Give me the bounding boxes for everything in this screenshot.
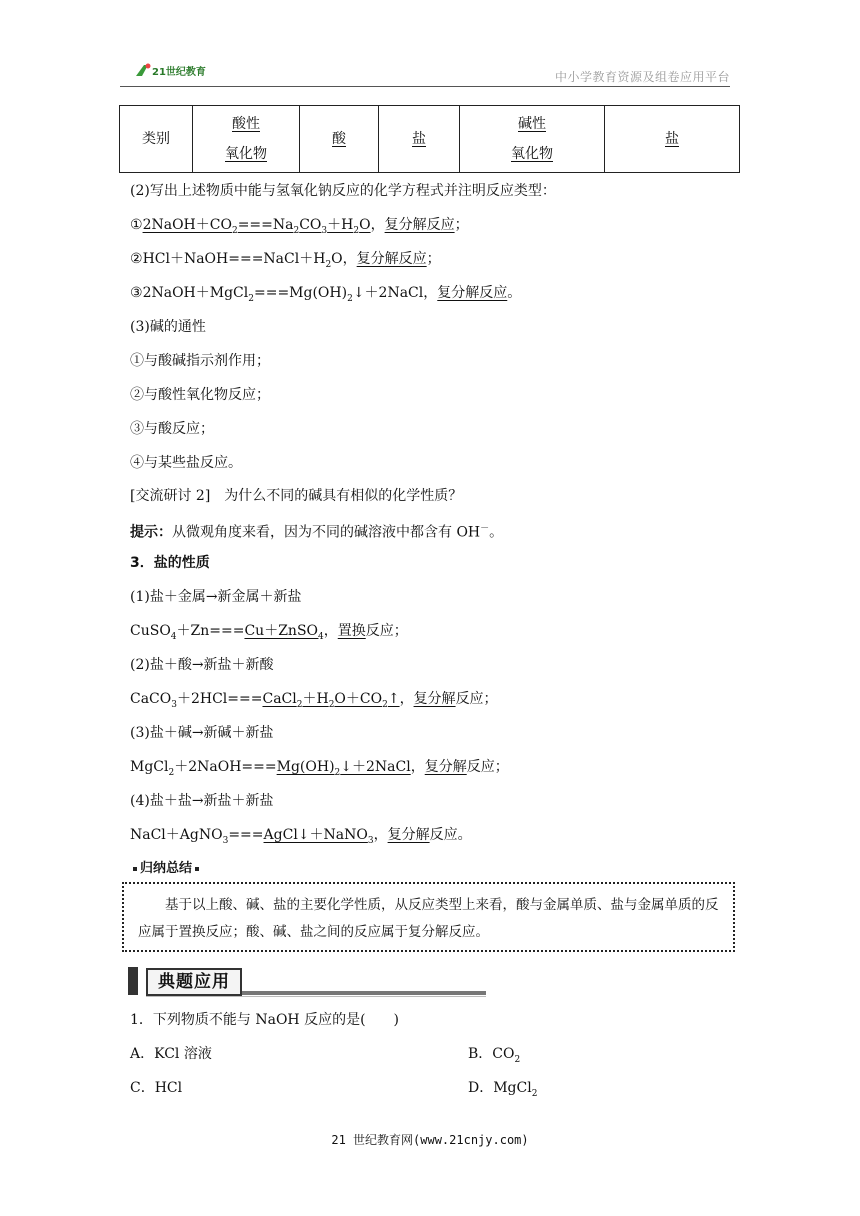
summary-text: 基于以上酸、碱、盐的主要化学性质，从反应类型上来看，酸与金属单质、盐与金属单质的反应属于置换反应；酸、碱、盐之间的反应属于复分解反应。 [138,897,719,940]
salt-rule-3: (3)盐＋碱→新碱＋新盐 [130,725,274,741]
table-cell: 盐 [605,106,740,173]
salt-rule-2: (2)盐＋酸→新盐＋新酸 [130,657,274,673]
option-d: D．MgCl$_2$ [468,1080,538,1099]
table-cell: 盐 [379,106,460,173]
svg-text:21世纪教育: 21世纪教育 [152,67,206,78]
discussion-hint: 提示：从微观角度来看，因为不同的碱溶液中都含有 OH－。 [130,524,504,541]
summary-box [122,882,735,952]
salt-rule-1: (1)盐＋金属→新金属＋新盐 [130,589,302,605]
table-label: 类别 [120,106,193,173]
salt-equation-1: CuSO$_4$＋Zn===Cu＋ZnSO$_4$，置换反应； [130,623,408,642]
option-c: C．HCl [130,1080,183,1096]
salt-equation-2: $CaCO_3+2HCl===CaCl_2+H_2O+CO_2↑$，复分解反应； [130,691,498,710]
table-cell: 酸 [300,106,379,173]
list-item: ②与酸性氧化物反应； [130,387,270,403]
salt-rule-4: (4)盐＋盐→新盐＋新盐 [130,793,274,809]
table-cell: 碱性 氧化物 [460,106,605,173]
option-b: B．$CO_2$ [468,1046,521,1065]
equation-2: $②HCl+NaOH===NaCl+H_2O$，复分解反应； [130,251,441,270]
list-item: ①与酸碱指示剂作用； [130,353,270,369]
page-header [120,60,730,87]
salt-section-title: 3．盐的性质 [130,555,210,571]
list-item: ③与酸反应； [130,421,214,437]
option-a: A．KCl 溶液 [130,1046,212,1062]
salt-equation-3: $MgCl_2+2NaOH===Mg(OH)_2↓+2NaCl$，复分解反应； [130,759,509,778]
discussion-question: [交流研讨 2] 为什么不同的碱具有相似的化学性质？ [130,488,463,504]
table-cell: 酸性 氧化物 [193,106,300,173]
page-footer: 21 世纪教育网(www.21cnjy.com) [331,1133,529,1147]
summary-heading: 归纳总结 [130,857,202,876]
classification-table [119,105,740,173]
salt-equation-4: NaCl＋AgNO$_3$===AgCl↓＋NaNO$_3$，复分解反应。 [130,827,472,846]
site-logo [134,62,206,80]
question-stem: 1．下列物质不能与 NaOH 反应的是( ) [130,1012,400,1028]
equation-1: $①2NaOH+CO_2===Na_2CO_3+H_2O$，复分解反应； [130,217,469,236]
list-item: ④与某些盐反应。 [130,455,242,471]
platform-name: 中小学教育资源及组卷应用平台 [554,70,730,84]
equation-3: $③2NaOH+MgCl_2===Mg(OH)_2↓+2NaCl$，复分解反应。 [130,285,522,304]
section-title: 典题应用 [146,968,242,996]
part2-title: (2)写出上述物质中能与氢氧化钠反应的化学方程式并注明反应类型： [130,183,556,199]
section-banner [128,967,488,997]
part3-title: (3)碱的通性 [130,319,206,335]
